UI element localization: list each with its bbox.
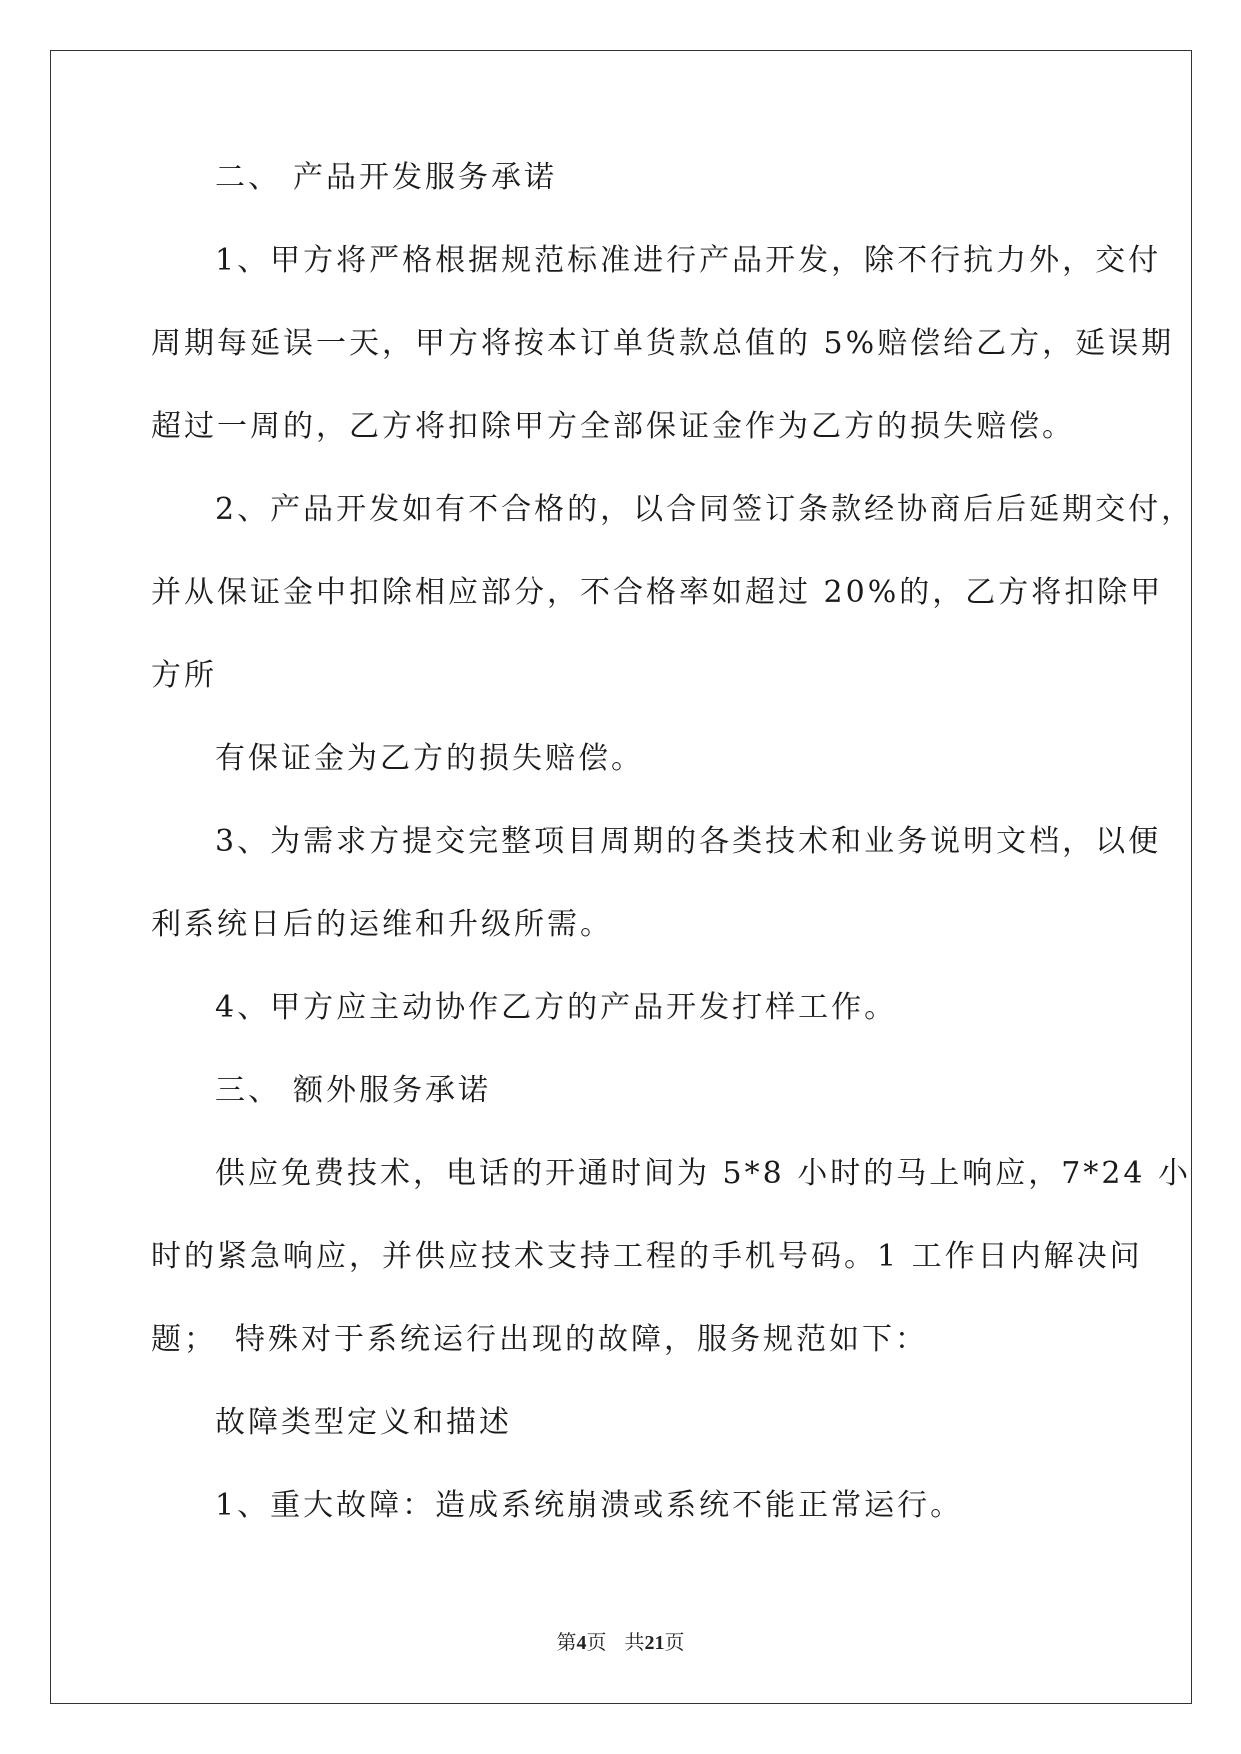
paragraph-line: 3、为需求方提交完整项目周期的各类技术和业务说明文档，以便 — [215, 824, 1162, 859]
paragraph-line: 时的紧急响应，并供应技术支持工程的手机号码。1 工作日内解决问 — [151, 1239, 1143, 1274]
section-number: 二、 — [215, 160, 281, 195]
paragraph-line: 供应免费技术，电话的开通时间为 5*8 小时的马上响应，7*24 小 — [215, 1156, 1192, 1191]
paragraph-line: 1、重大故障：造成系统崩溃或系统不能正常运行。 — [215, 1488, 964, 1523]
total-prefix: 共 — [624, 1630, 645, 1654]
paragraph-line: 1、甲方将严格根据规范标准进行产品开发，除不行抗力外，交付 — [215, 243, 1162, 278]
paragraph-line: 方所 — [151, 658, 217, 693]
paragraph-line: 4、甲方应主动协作乙方的产品开发打样工作。 — [215, 990, 898, 1025]
paragraph-line: 有保证金为乙方的损失赔偿。 — [215, 741, 644, 776]
section-heading-2 — [151, 158, 1091, 241]
page-current: 4 — [576, 1632, 587, 1654]
paragraph-line: 周期每延误一天，甲方将按本订单货款总值的 5%赔偿给乙方，延误期 — [151, 326, 1175, 361]
paragraph-line: 故障类型定义和描述 — [215, 1405, 512, 1440]
paragraph-line: 并从保证金中扣除相应部分，不合格率如超过 20%的，乙方将扣除甲 — [151, 575, 1164, 610]
paragraph-line: 利系统日后的运维和升级所需。 — [151, 907, 613, 942]
section-heading-3 — [151, 1071, 1091, 1154]
section-number: 三、 — [215, 1073, 281, 1108]
total-suffix: 页 — [664, 1630, 685, 1654]
section-title: 产品开发服务承诺 — [293, 160, 557, 195]
document-body — [151, 158, 1195, 1569]
section-title: 额外服务承诺 — [293, 1073, 491, 1108]
paragraph-line: 超过一周的，乙方将扣除甲方全部保证金作为乙方的损失赔偿。 — [151, 409, 1075, 444]
page-total: 21 — [644, 1632, 665, 1654]
paragraph-line: 题； 特殊对于系统运行出现的故障，服务规范如下： — [151, 1322, 928, 1357]
paragraph-line: 2、产品开发如有不合格的，以合同签订条款经协商后后延期交付， — [215, 492, 1195, 527]
page-footer — [0, 1628, 1241, 1657]
page-prefix: 第 — [556, 1630, 577, 1654]
page-suffix: 页 — [586, 1630, 607, 1654]
